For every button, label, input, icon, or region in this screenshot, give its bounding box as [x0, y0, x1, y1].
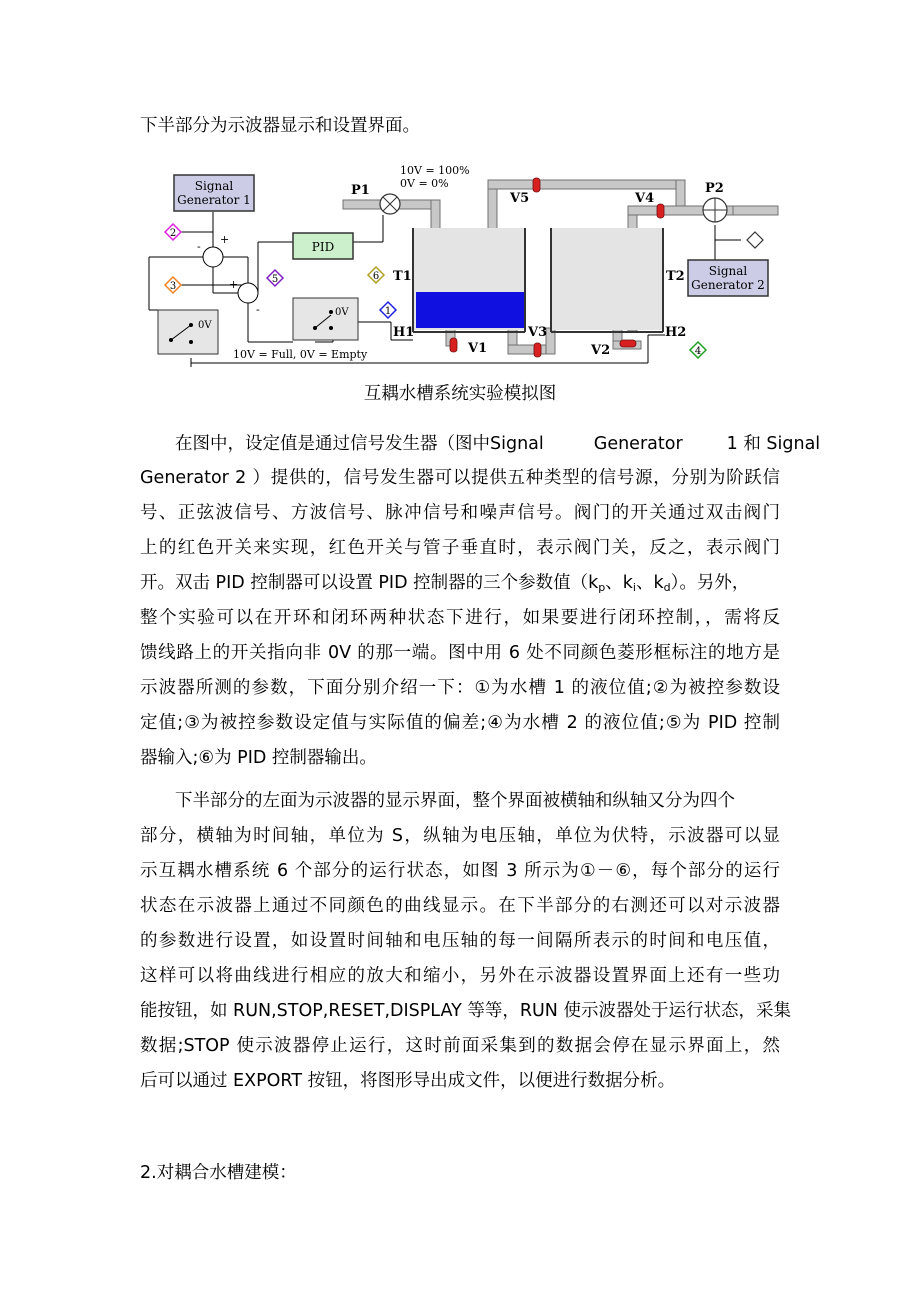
paragraph-2-line-7: 能按钮，如 RUN,STOP,RESET,DISPLAY 等等，RUN 使示波器处于运行状态，采集: [140, 1001, 791, 1021]
paragraph-1-line-4: 上的红色开关来实现，红色开关与管子垂直时，表示阀门关，反之，表示阀门: [140, 538, 780, 558]
svg-text:Generator 2: Generator 2: [691, 278, 765, 292]
svg-text:3: 3: [169, 281, 177, 292]
sum-junction-2: [238, 283, 258, 303]
svg-text:P1: P1: [351, 183, 370, 198]
svg-text:+: +: [220, 233, 230, 246]
valve-v2-switch[interactable]: [620, 340, 636, 347]
svg-text:T2: T2: [666, 269, 685, 284]
paragraph-1-line-6: 整个实验可以在开环和闭环两种状态下进行，如果要进行闭环控制，，需将反: [140, 608, 780, 628]
paragraph-2-line-4: 状态在示波器上通过不同颜色的曲线显示。在下半部分的右测还可以对示波器: [140, 896, 780, 916]
valve-v5-switch[interactable]: [533, 178, 540, 192]
paragraph-2-line-2: 部分，横轴为时间轴，单位为 S，纵轴为电压轴，单位为伏特，示波器可以显: [140, 826, 780, 846]
paragraph-2-line-6: 这样可以将曲线进行相应的放大和缩小，另外在示波器设置界面上还有一些功: [140, 966, 780, 986]
svg-text:1: 1: [384, 306, 392, 317]
valve-v1-switch[interactable]: [450, 338, 457, 352]
tank-1: [413, 228, 525, 332]
coupled-tank-diagram: [143, 160, 783, 370]
pid-controller[interactable]: [293, 233, 353, 259]
svg-text:H2: H2: [665, 325, 687, 340]
paragraph-1-line-9: 定值;③为被控参数设定值与实际值的偏差;④为水槽 2 的液位值;⑤为 PID 控制: [140, 713, 780, 733]
svg-text:10V = 100%: 10V = 100%: [400, 164, 470, 177]
level-note: 10V = Full, 0V = Empty: [233, 348, 368, 361]
section-heading: 2.对耦合水槽建模：: [140, 1163, 297, 1183]
svg-text:0V: 0V: [198, 320, 212, 331]
svg-text:Generator 1: Generator 1: [177, 193, 251, 207]
svg-text:Signal: Signal: [194, 179, 234, 193]
paragraph-1-line-8: 示波器所测的参数，下面分别介绍一下：①为水槽 1 的液位值;②为被控参数设: [140, 678, 780, 698]
svg-text:-: -: [256, 303, 260, 316]
feedback-switch-left[interactable]: [158, 310, 218, 354]
svg-text:V3: V3: [528, 325, 548, 340]
feedback-switch-right[interactable]: [293, 298, 358, 340]
paragraph-1-line-7: 馈线路上的开关指向非 0V 的那一端。图中用 6 处不同颜色菱形框标注的地方是: [140, 643, 780, 663]
paragraph-1-line-3: 号、正弦波信号、方波信号、脉冲信号和噪声信号。阀门的开关通过双击阀门: [140, 503, 780, 523]
svg-text:Signal: Signal: [708, 264, 748, 278]
svg-text:2: 2: [169, 228, 177, 239]
svg-text:5: 5: [271, 274, 279, 285]
paragraph-1-line-5: 开。双击 PID 控制器可以设置 PID 控制器的三个参数值（$k_p$、$k_i$、$k_d$）。另外，: [140, 573, 750, 594]
svg-text:V4: V4: [635, 191, 655, 206]
svg-text:6: 6: [372, 271, 380, 282]
paragraph-2-line-9: 后可以通过 EXPORT 按钮，将图形导出成文件，以便进行数据分析。: [140, 1071, 676, 1091]
paragraph-2-line-5: 的参数进行设置，如设置时间轴和电压轴的每一间隔所表示的时间和电压值，: [140, 931, 780, 951]
svg-text:+: +: [229, 278, 239, 291]
signal-generator-2[interactable]: [688, 260, 768, 296]
paragraph-1-line-2: Generator 2 ）提供的，信号发生器可以提供五种类型的信号源，分别为阶跃信: [140, 468, 780, 488]
svg-text:V1: V1: [468, 341, 488, 356]
paragraph-1-line-1: 在图中，设定值是通过信号发生器（图中Signal Generator 1 和 Signal: [175, 434, 821, 454]
svg-text:P2: P2: [705, 181, 724, 196]
svg-text:V2: V2: [591, 343, 611, 358]
signal-generator-1[interactable]: [174, 175, 254, 211]
svg-text:0V: 0V: [335, 307, 349, 318]
svg-text:T1: T1: [393, 269, 412, 284]
svg-text:4: 4: [694, 346, 702, 357]
tank-1-water: [416, 292, 524, 328]
paragraph-1-line-10: 器输入;⑥为 PID 控制器输出。: [140, 748, 377, 768]
svg-text:H1: H1: [393, 325, 415, 340]
svg-text:V5: V5: [510, 191, 530, 206]
svg-text:PID: PID: [311, 240, 335, 254]
paragraph-2-line-1: 下半部分的左面为示波器的显示界面，整个界面被横轴和纵轴又分为四个: [175, 791, 735, 811]
paragraph-2-line-8: 数据;STOP 使示波器停止运行，这时前面采集到的数据会停在显示界面上，然: [140, 1036, 780, 1056]
valve-v4-switch[interactable]: [657, 204, 664, 218]
svg-text:-: -: [197, 240, 201, 253]
svg-text:0V = 0%: 0V = 0%: [400, 177, 449, 190]
tank-2: [551, 228, 663, 332]
sum-junction-1: [203, 247, 223, 267]
paragraph-2-line-3: 示互耦水槽系统 6 个部分的运行状态，如图 3 所示为①－⑥，每个部分的运行: [140, 861, 780, 881]
intro-text: 下半部分为示波器显示和设置界面。: [140, 116, 420, 136]
figure-caption: 互耦水槽系统实验模拟图: [363, 384, 557, 404]
valve-v3-switch[interactable]: [534, 343, 541, 357]
